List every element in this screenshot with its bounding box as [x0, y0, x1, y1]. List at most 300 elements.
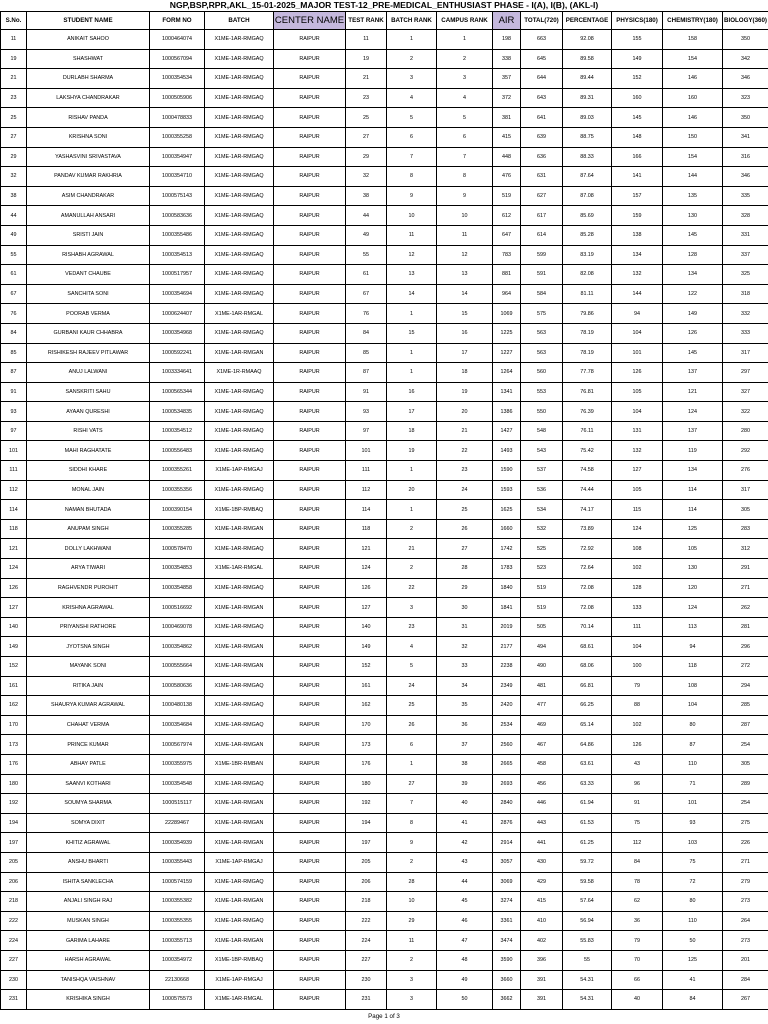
cell-physics: 43	[612, 754, 663, 774]
cell-air: 476	[493, 167, 521, 187]
cell-physics: 96	[612, 774, 663, 794]
cell-campus-rank: 44	[437, 872, 493, 892]
cell-biology: 272	[723, 657, 768, 677]
cell-center-name: RAIPUR	[274, 735, 346, 755]
cell-chemistry: 114	[663, 500, 723, 520]
column-header-biology: BIOLOGY(360)	[723, 12, 768, 30]
cell-batch-rank: 2	[387, 559, 437, 579]
cell-campus-rank: 50	[437, 990, 493, 1010]
cell-chemistry: 154	[663, 49, 723, 69]
cell-total: 429	[521, 872, 563, 892]
cell-air: 1660	[493, 519, 521, 539]
cell-percentage: 61.53	[563, 813, 612, 833]
cell-campus-rank: 25	[437, 500, 493, 520]
cell-biology: 289	[723, 774, 768, 794]
cell-biology: 262	[723, 598, 768, 618]
cell-batch: X1ME-1AR-RMGAN	[205, 519, 274, 539]
cell-center-name: RAIPUR	[274, 794, 346, 814]
cell-air: 357	[493, 69, 521, 89]
cell-chemistry: 130	[663, 559, 723, 579]
cell-test-rank: 97	[346, 421, 387, 441]
cell-chemistry: 146	[663, 108, 723, 128]
cell-air: 3361	[493, 911, 521, 931]
cell-sno: 32	[1, 167, 27, 187]
cell-chemistry: 72	[663, 872, 723, 892]
cell-percentage: 74.17	[563, 500, 612, 520]
cell-biology: 305	[723, 500, 768, 520]
cell-student-name: KHITIZ AGRAWAL	[27, 833, 150, 853]
cell-batch: X1ME-1AR-RMGAQ	[205, 127, 274, 147]
cell-percentage: 54.31	[563, 970, 612, 990]
cell-physics: 102	[612, 559, 663, 579]
table-row	[1, 225, 768, 245]
cell-center-name: RAIPUR	[274, 69, 346, 89]
cell-campus-rank: 38	[437, 754, 493, 774]
cell-form-no: 1000580636	[150, 676, 205, 696]
cell-sno: 180	[1, 774, 27, 794]
table-row	[1, 245, 768, 265]
cell-biology: 342	[723, 49, 768, 69]
cell-air: 2914	[493, 833, 521, 853]
table-row	[1, 49, 768, 69]
cell-test-rank: 114	[346, 500, 387, 520]
cell-physics: 157	[612, 186, 663, 206]
cell-biology: 254	[723, 794, 768, 814]
cell-physics: 127	[612, 461, 663, 481]
cell-batch-rank: 1	[387, 30, 437, 50]
cell-batch-rank: 1	[387, 343, 437, 363]
cell-campus-rank: 23	[437, 461, 493, 481]
cell-test-rank: 205	[346, 852, 387, 872]
cell-test-rank: 32	[346, 167, 387, 187]
cell-batch: X1ME-1AR-RMGAN	[205, 598, 274, 618]
cell-form-no: 1000567094	[150, 49, 205, 69]
cell-total: 575	[521, 304, 563, 324]
cell-form-no: 1000355975	[150, 754, 205, 774]
cell-total: 505	[521, 617, 563, 637]
cell-test-rank: 127	[346, 598, 387, 618]
cell-total: 477	[521, 696, 563, 716]
cell-form-no: 1000575143	[150, 186, 205, 206]
cell-air: 1493	[493, 441, 521, 461]
cell-test-rank: 76	[346, 304, 387, 324]
cell-total: 553	[521, 382, 563, 402]
cell-campus-rank: 34	[437, 676, 493, 696]
page-title: NGP,BSP,RPR,AKL_15-01-2025_MAJOR TEST-12_PRE-MEDICAL_ENTHUSIAST PHASE - I(A), I(B), (AKL-I)	[169, 0, 599, 10]
cell-batch-rank: 26	[387, 715, 437, 735]
cell-form-no: 1000354534	[150, 69, 205, 89]
cell-student-name: SANCHITA SONI	[27, 284, 150, 304]
cell-physics: 91	[612, 794, 663, 814]
cell-batch: X1ME-1AR-RMGAQ	[205, 265, 274, 285]
cell-student-name: ARYA TIWARI	[27, 559, 150, 579]
cell-campus-rank: 39	[437, 774, 493, 794]
cell-percentage: 64.86	[563, 735, 612, 755]
cell-biology: 273	[723, 892, 768, 912]
cell-percentage: 63.33	[563, 774, 612, 794]
table-row	[1, 990, 768, 1010]
cell-batch: X1ME-1AP-RMGAJ	[205, 461, 274, 481]
cell-center-name: RAIPUR	[274, 911, 346, 931]
cell-total: 584	[521, 284, 563, 304]
table-row	[1, 774, 768, 794]
column-header-test-rank: TEST RANK	[346, 12, 387, 30]
cell-student-name: GURBANI KAUR CHHABRA	[27, 323, 150, 343]
cell-batch-rank: 8	[387, 813, 437, 833]
cell-student-name: ABHAY PATLE	[27, 754, 150, 774]
table-row	[1, 657, 768, 677]
table-row	[1, 754, 768, 774]
cell-test-rank: 23	[346, 88, 387, 108]
cell-campus-rank: 26	[437, 519, 493, 539]
cell-center-name: RAIPUR	[274, 206, 346, 226]
cell-campus-rank: 49	[437, 970, 493, 990]
cell-sno: 118	[1, 519, 27, 539]
cell-percentage: 89.44	[563, 69, 612, 89]
cell-batch: X1ME-1AP-RMGAJ	[205, 970, 274, 990]
table-row	[1, 147, 768, 167]
cell-student-name: NAMAN BHUTADA	[27, 500, 150, 520]
cell-form-no: 1000354684	[150, 715, 205, 735]
cell-sno: 11	[1, 30, 27, 50]
cell-total: 534	[521, 500, 563, 520]
cell-air: 647	[493, 225, 521, 245]
cell-batch: X1ME-1AR-RMGAL	[205, 990, 274, 1010]
cell-total: 644	[521, 69, 563, 89]
cell-student-name: MAYANK SONI	[27, 657, 150, 677]
cell-campus-rank: 46	[437, 911, 493, 931]
cell-batch: X1ME-1AR-RMGAQ	[205, 578, 274, 598]
cell-student-name: ANUPAM SINGH	[27, 519, 150, 539]
cell-chemistry: 134	[663, 265, 723, 285]
cell-percentage: 66.81	[563, 676, 612, 696]
cell-biology: 201	[723, 950, 768, 970]
cell-center-name: RAIPUR	[274, 833, 346, 853]
table-row	[1, 186, 768, 206]
cell-chemistry: 145	[663, 343, 723, 363]
cell-student-name: MONAL JAIN	[27, 480, 150, 500]
cell-batch-rank: 16	[387, 382, 437, 402]
cell-center-name: RAIPUR	[274, 892, 346, 912]
cell-batch-rank: 21	[387, 539, 437, 559]
cell-test-rank: 87	[346, 363, 387, 383]
cell-batch-rank: 1	[387, 754, 437, 774]
cell-percentage: 89.31	[563, 88, 612, 108]
cell-biology: 294	[723, 676, 768, 696]
cell-biology: 346	[723, 167, 768, 187]
cell-batch: X1ME-1AR-RMGAQ	[205, 539, 274, 559]
cell-chemistry: 114	[663, 480, 723, 500]
cell-student-name: RISHABH AGRAWAL	[27, 245, 150, 265]
cell-physics: 111	[612, 617, 663, 637]
cell-sno: 170	[1, 715, 27, 735]
cell-physics: 70	[612, 950, 663, 970]
cell-biology: 350	[723, 108, 768, 128]
cell-sno: 49	[1, 225, 27, 245]
cell-total: 525	[521, 539, 563, 559]
cell-student-name: PRIYANSHI RATHORE	[27, 617, 150, 637]
cell-biology: 316	[723, 147, 768, 167]
cell-batch: X1ME-1AR-RMGAQ	[205, 69, 274, 89]
cell-form-no: 1000478833	[150, 108, 205, 128]
cell-sno: 101	[1, 441, 27, 461]
cell-physics: 101	[612, 343, 663, 363]
cell-form-no: 1000355486	[150, 225, 205, 245]
cell-form-no: 1000592241	[150, 343, 205, 363]
cell-biology: 332	[723, 304, 768, 324]
cell-percentage: 55.83	[563, 931, 612, 951]
table-row	[1, 617, 768, 637]
cell-sno: 126	[1, 578, 27, 598]
cell-sno: 149	[1, 637, 27, 657]
cell-center-name: RAIPUR	[274, 813, 346, 833]
cell-chemistry: 118	[663, 657, 723, 677]
cell-batch-rank: 1	[387, 363, 437, 383]
table-row	[1, 69, 768, 89]
cell-sno: 93	[1, 402, 27, 422]
cell-total: 641	[521, 108, 563, 128]
cell-test-rank: 84	[346, 323, 387, 343]
cell-air: 3069	[493, 872, 521, 892]
cell-batch-rank: 8	[387, 167, 437, 187]
cell-percentage: 79.86	[563, 304, 612, 324]
cell-physics: 132	[612, 441, 663, 461]
cell-batch-rank: 1	[387, 461, 437, 481]
cell-total: 631	[521, 167, 563, 187]
cell-form-no: 1000355713	[150, 931, 205, 951]
cell-form-no: 1003334641	[150, 363, 205, 383]
cell-student-name: ISHITA SANKLECHA	[27, 872, 150, 892]
cell-physics: 104	[612, 323, 663, 343]
cell-batch-rank: 4	[387, 88, 437, 108]
cell-test-rank: 67	[346, 284, 387, 304]
cell-form-no: 1000354939	[150, 833, 205, 853]
cell-percentage: 82.08	[563, 265, 612, 285]
cell-campus-rank: 18	[437, 363, 493, 383]
table-row	[1, 480, 768, 500]
cell-campus-rank: 13	[437, 265, 493, 285]
cell-percentage: 68.61	[563, 637, 612, 657]
cell-batch-rank: 10	[387, 892, 437, 912]
cell-test-rank: 152	[346, 657, 387, 677]
table-row	[1, 206, 768, 226]
table-row	[1, 813, 768, 833]
cell-chemistry: 121	[663, 382, 723, 402]
cell-campus-rank: 29	[437, 578, 493, 598]
cell-chemistry: 160	[663, 88, 723, 108]
cell-chemistry: 105	[663, 539, 723, 559]
cell-center-name: RAIPUR	[274, 637, 346, 657]
cell-center-name: RAIPUR	[274, 539, 346, 559]
cell-batch-rank: 7	[387, 794, 437, 814]
cell-physics: 40	[612, 990, 663, 1010]
cell-total: 663	[521, 30, 563, 50]
cell-sno: 140	[1, 617, 27, 637]
cell-test-rank: 27	[346, 127, 387, 147]
cell-batch: X1ME-1AR-RMGAQ	[205, 715, 274, 735]
cell-campus-rank: 36	[437, 715, 493, 735]
cell-campus-rank: 7	[437, 147, 493, 167]
cell-chemistry: 154	[663, 147, 723, 167]
cell-air: 1069	[493, 304, 521, 324]
cell-sno: 91	[1, 382, 27, 402]
cell-biology: 284	[723, 970, 768, 990]
cell-total: 550	[521, 402, 563, 422]
cell-total: 563	[521, 323, 563, 343]
table-row	[1, 794, 768, 814]
cell-sno: 38	[1, 186, 27, 206]
cell-biology: 283	[723, 519, 768, 539]
cell-student-name: SIDDHI KHARE	[27, 461, 150, 481]
cell-batch-rank: 3	[387, 69, 437, 89]
cell-chemistry: 124	[663, 402, 723, 422]
cell-physics: 104	[612, 402, 663, 422]
cell-physics: 133	[612, 598, 663, 618]
cell-percentage: 87.08	[563, 186, 612, 206]
cell-test-rank: 44	[346, 206, 387, 226]
cell-air: 2420	[493, 696, 521, 716]
cell-sno: 224	[1, 931, 27, 951]
cell-test-rank: 140	[346, 617, 387, 637]
cell-batch: X1ME-1AR-RMGAQ	[205, 696, 274, 716]
cell-biology: 337	[723, 245, 768, 265]
cell-air: 1264	[493, 363, 521, 383]
cell-test-rank: 206	[346, 872, 387, 892]
cell-chemistry: 120	[663, 578, 723, 598]
cell-batch-rank: 9	[387, 833, 437, 853]
cell-batch: X1ME-1AR-RMGAQ	[205, 88, 274, 108]
cell-biology: 226	[723, 833, 768, 853]
cell-form-no: 1000354968	[150, 323, 205, 343]
cell-batch-rank: 12	[387, 245, 437, 265]
cell-student-name: SOUMYA SHARMA	[27, 794, 150, 814]
cell-physics: 79	[612, 676, 663, 696]
cell-test-rank: 21	[346, 69, 387, 89]
table-row	[1, 108, 768, 128]
cell-total: 446	[521, 794, 563, 814]
cell-campus-rank: 30	[437, 598, 493, 618]
cell-percentage: 72.92	[563, 539, 612, 559]
cell-test-rank: 192	[346, 794, 387, 814]
cell-air: 1742	[493, 539, 521, 559]
cell-percentage: 56.94	[563, 911, 612, 931]
cell-campus-rank: 41	[437, 813, 493, 833]
cell-total: 636	[521, 147, 563, 167]
cell-chemistry: 108	[663, 676, 723, 696]
cell-air: 1386	[493, 402, 521, 422]
cell-percentage: 54.31	[563, 990, 612, 1010]
cell-air: 1427	[493, 421, 521, 441]
cell-form-no: 1000624407	[150, 304, 205, 324]
cell-batch-rank: 20	[387, 480, 437, 500]
cell-student-name: ANSHU BHARTI	[27, 852, 150, 872]
cell-student-name: ASIM CHANDRAKAR	[27, 186, 150, 206]
cell-student-name: YASHASVINI SRIVASTAVA	[27, 147, 150, 167]
cell-sno: 127	[1, 598, 27, 618]
cell-test-rank: 227	[346, 950, 387, 970]
cell-campus-rank: 20	[437, 402, 493, 422]
cell-campus-rank: 27	[437, 539, 493, 559]
cell-form-no: 1000517957	[150, 265, 205, 285]
cell-test-rank: 162	[346, 696, 387, 716]
cell-chemistry: 137	[663, 421, 723, 441]
cell-test-rank: 29	[346, 147, 387, 167]
cell-biology: 276	[723, 461, 768, 481]
cell-center-name: RAIPUR	[274, 519, 346, 539]
cell-percentage: 89.58	[563, 49, 612, 69]
table-row	[1, 265, 768, 285]
cell-physics: 128	[612, 578, 663, 598]
cell-campus-rank: 35	[437, 696, 493, 716]
cell-total: 627	[521, 186, 563, 206]
cell-center-name: RAIPUR	[274, 461, 346, 481]
table-row	[1, 559, 768, 579]
cell-test-rank: 126	[346, 578, 387, 598]
cell-sno: 114	[1, 500, 27, 520]
cell-biology: 327	[723, 382, 768, 402]
cell-total: 456	[521, 774, 563, 794]
cell-center-name: RAIPUR	[274, 754, 346, 774]
cell-biology: 328	[723, 206, 768, 226]
cell-student-name: RISHI VATS	[27, 421, 150, 441]
table-row	[1, 911, 768, 931]
table-row	[1, 88, 768, 108]
cell-form-no: 22130668	[150, 970, 205, 990]
cell-student-name: ANJALI SINGH RAJ	[27, 892, 150, 912]
cell-chemistry: 50	[663, 931, 723, 951]
cell-batch-rank: 15	[387, 323, 437, 343]
cell-form-no: 1000355443	[150, 852, 205, 872]
cell-batch-rank: 2	[387, 519, 437, 539]
table-row	[1, 284, 768, 304]
cell-batch-rank: 10	[387, 206, 437, 226]
cell-percentage: 61.94	[563, 794, 612, 814]
cell-campus-rank: 5	[437, 108, 493, 128]
cell-biology: 323	[723, 88, 768, 108]
table-row	[1, 892, 768, 912]
cell-campus-rank: 24	[437, 480, 493, 500]
cell-chemistry: 158	[663, 30, 723, 50]
cell-percentage: 81.11	[563, 284, 612, 304]
cell-batch: X1ME-1AR-RMGAQ	[205, 774, 274, 794]
cell-center-name: RAIPUR	[274, 30, 346, 50]
cell-chemistry: 84	[663, 990, 723, 1010]
cell-batch: X1ME-1AR-RMGAN	[205, 735, 274, 755]
table-row	[1, 578, 768, 598]
cell-percentage: 61.25	[563, 833, 612, 853]
cell-air: 3660	[493, 970, 521, 990]
cell-form-no: 22289467	[150, 813, 205, 833]
cell-biology: 346	[723, 69, 768, 89]
cell-total: 560	[521, 363, 563, 383]
cell-center-name: RAIPUR	[274, 617, 346, 637]
cell-test-rank: 112	[346, 480, 387, 500]
cell-batch: X1ME-1AR-RMGAQ	[205, 382, 274, 402]
cell-batch: X1ME-1AR-RMGAQ	[205, 480, 274, 500]
cell-batch-rank: 3	[387, 990, 437, 1010]
cell-total: 391	[521, 970, 563, 990]
cell-physics: 78	[612, 872, 663, 892]
cell-biology: 264	[723, 911, 768, 931]
cell-batch: X1ME-1BR-RMBAN	[205, 754, 274, 774]
cell-student-name: AMANULLAH ANSARI	[27, 206, 150, 226]
cell-chemistry: 41	[663, 970, 723, 990]
cell-percentage: 78.19	[563, 323, 612, 343]
column-header-center-name: CENTER NAME	[274, 12, 346, 30]
table-row	[1, 715, 768, 735]
cell-sno: 97	[1, 421, 27, 441]
cell-percentage: 65.14	[563, 715, 612, 735]
